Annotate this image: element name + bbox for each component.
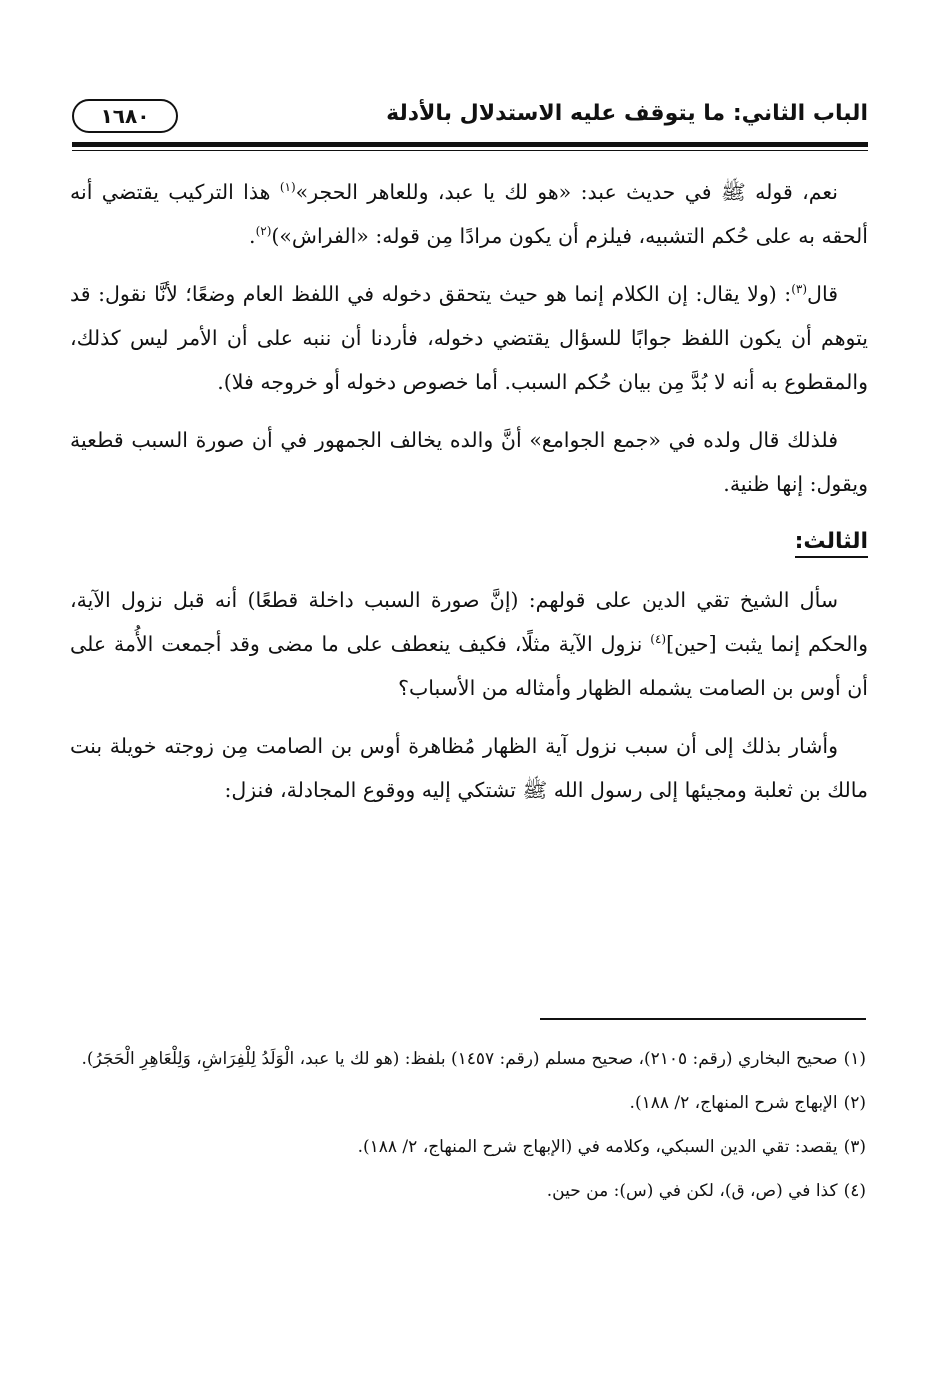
footnote-text: صحيح البخاري (رقم: ٢١٠٥)، صحيح مسلم (رقم: ١٤٥٧) بلفظ: (هو لك يا عبد، الْوَلَدُ لِلْفِرَاشِ، وَلِلْعَاهِرِ الْحَجَرُ).: [81, 1049, 838, 1069]
footnote-2: [70, 1088, 866, 1118]
paragraph-2: [70, 272, 868, 404]
footnote-text: يقصد: تقي الدين السبكي، وكلامه في (الإبهاج شرح المنهاج، ٢/ ١٨٨).: [357, 1137, 838, 1157]
paragraph-1-part-a: نعم، قوله ﷺ في حديث عبد: «هو لك يا عبد، وللعاهر الحجر»: [295, 180, 838, 204]
running-header: [72, 95, 868, 141]
footnote-4: [70, 1176, 866, 1206]
paragraph-1-part-b: هذا التركيب يقتضي أنه ألحقه به على حُكم التشبيه، فيلزم أن يكون مرادًا مِن قوله: «الفراش»): [70, 180, 868, 248]
footnote-3: [70, 1132, 866, 1162]
footnote-separator: [540, 1018, 866, 1020]
main-text: [70, 170, 868, 826]
footnote-text: الإبهاج شرح المنهاج، ٢/ ١٨٨).: [629, 1093, 838, 1113]
footnote-1: [70, 1044, 866, 1074]
footnote-ref-2[interactable]: (٢): [255, 224, 272, 239]
footnote-ref-1[interactable]: (١): [279, 180, 296, 195]
paragraph-3: فلذلك قال ولده في «جمع الجوامع» أنَّ والده يخالف الجمهور في أن صورة السبب قطعية ويقول: إنها ظنية.: [70, 428, 868, 496]
page-number-badge: ١٦٨٠: [72, 99, 178, 133]
paragraph-4-part-a: سأل الشيخ تقي الدين على قولهم: (إنَّ صورة السبب داخلة قطعًا) أنه قبل نزول الآية، والحكم إنما يثبت [حين]: [70, 588, 868, 656]
paragraph-4-part-b: نزول الآية مثلًا، فكيف ينعطف على ما مضى وقد أجمعت الأُمة على أن أوس بن الصامت يشمله الظهار وأمثاله من الأسباب؟: [70, 632, 868, 700]
section-heading-text: الثالث:: [795, 529, 868, 558]
footnote-ref-4[interactable]: (٤): [650, 632, 667, 647]
footnote-number: (٤): [843, 1181, 866, 1201]
paragraph-2-part-b: : (ولا يقال: إن الكلام إنما هو حيث يتحقق دخوله في اللفظ العام وضعًا؛ لأنَّا نقول: قد يتوهم أن يكون اللفظ جوابًا للسؤال يقتضي دخوله، فأردنا أن ننبه على أن الأمر ليس كذلك، والمقطوع به أنه لا بُدَّ مِن بيان حُكم السبب. أما خصوص دخوله أو خروجه فلا).: [70, 282, 868, 394]
chapter-title: الباب الثاني: ما يتوقف عليه الاستدلال بالأدلة: [386, 101, 868, 126]
paragraph-5: وأشار بذلك إلى أن سبب نزول آية الظهار مُظاهرة أوس بن الصامت مِن زوجته خويلة بنت مالك بن ثعلبة ومجيئها إلى رسول الله ﷺ تشتكي إليه ووقوع المجادلة، فنزل:: [70, 734, 868, 802]
footnote-number: (٣): [843, 1137, 866, 1157]
paragraph-2-part-a: قال: [807, 282, 838, 306]
footnote-number: (١): [843, 1049, 866, 1069]
footnote-ref-3[interactable]: (٣): [791, 282, 808, 297]
footnote-number: (٢): [843, 1093, 866, 1113]
header-rule-thick: [72, 142, 868, 147]
paragraph-4: [70, 578, 868, 710]
section-heading: [70, 520, 868, 564]
paragraph-1-part-c: .: [249, 224, 256, 248]
paragraph-1: [70, 170, 868, 258]
footnotes: [70, 1044, 866, 1220]
header-rule-thin: [72, 150, 868, 151]
footnote-text: كذا في (ص، ق)، لكن في (س): من حين.: [546, 1181, 838, 1201]
